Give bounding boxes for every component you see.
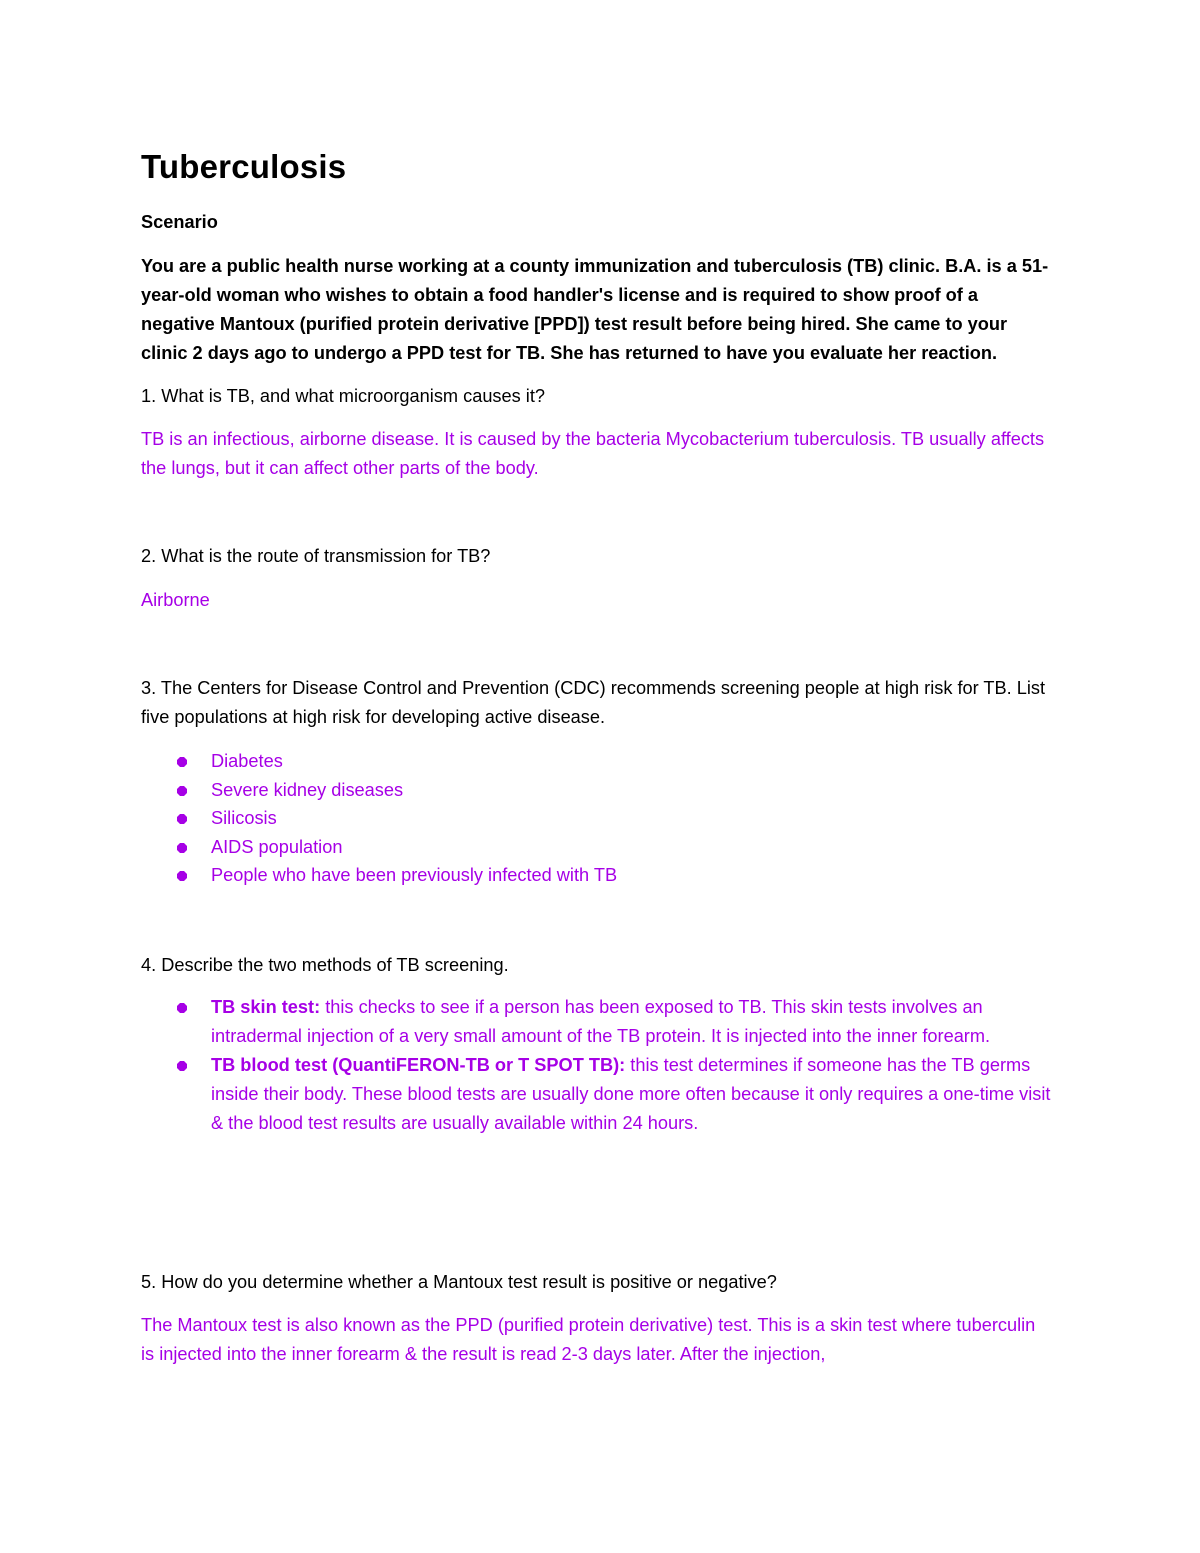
question-number: 2. — [141, 546, 157, 566]
question-5 — [141, 1268, 1061, 1297]
list-item-text: Diabetes — [211, 751, 283, 771]
octagon-bullet-icon — [177, 757, 187, 767]
question-text: Describe the two methods of TB screening. — [156, 955, 509, 975]
answer-5: The Mantoux test is also known as the PPD (purified protein derivative) test. This is a skin test where tuberculin is injected into the inner forearm & the result is read 2-3 days later. After the injection, — [141, 1315, 1036, 1364]
list-item-label: TB skin test: — [211, 997, 321, 1017]
list-item-text: this checks to see if a person has been exposed to TB. This skin tests involves an intradermal injection of a very small amount of the TB protein. It is injected into the inner forearm. — [211, 997, 991, 1046]
list-item — [141, 1051, 1056, 1138]
list-item-text: AIDS population — [211, 836, 343, 857]
question-text: What is TB, and what microorganism causes it? — [156, 386, 546, 406]
question-4 — [141, 951, 1061, 980]
list-item-text: this test determines if someone has the TB germs inside their body. These blood tests are usually done more often because it only requires a one-time visit & the blood test results are usually available within 24 hours. — [211, 1055, 1051, 1133]
question-2 — [141, 542, 1061, 571]
list-item — [141, 804, 1061, 833]
answer-1: TB is an infectious, airborne disease. It is caused by the bacteria Mycobacterium tuberculosis. TB usually affects the lungs, but it can affect other parts of the body. — [141, 429, 1045, 478]
answer-3-list — [141, 747, 1061, 890]
octagon-bullet-icon — [177, 814, 187, 824]
scenario-heading: Scenario — [141, 212, 218, 232]
list-item — [141, 861, 1061, 890]
question-number: 1. — [141, 386, 157, 406]
octagon-bullet-icon — [177, 843, 187, 853]
question-number: 3. — [141, 678, 157, 698]
list-item-text: People who have been previously infected with TB — [211, 865, 618, 885]
question-text: What is the route of transmission for TB? — [156, 546, 491, 566]
answer-4-list — [141, 993, 1056, 1138]
octagon-bullet-icon — [177, 1061, 187, 1071]
question-text: How do you determine whether a Mantoux test result is positive or negative? — [156, 1272, 777, 1292]
question-number: 5. — [141, 1272, 157, 1292]
list-item-label: TB blood test (QuantiFERON-TB or T SPOT TB): — [211, 1055, 626, 1075]
list-item — [141, 747, 1061, 776]
document-title: Tuberculosis — [141, 148, 347, 185]
octagon-bullet-icon — [177, 786, 187, 796]
question-3 — [141, 674, 1046, 732]
question-text: The Centers for Disease Control and Prevention (CDC) recommends screening people at high risk for TB. List five populations at high risk for developing active disease. — [141, 678, 1046, 727]
question-1 — [141, 382, 1061, 411]
scenario-text: You are a public health nurse working at a county immunization and tuberculosis (TB) clinic. B.A. is a 51-year-old woman who wishes to obtain a food handler's license and is required to show proof of a negative Mantoux (purified protein derivative [PPD]) test result before being hired. She came to your clinic 2 days ago to undergo a PPD test for TB. She has returned to have you evaluate her reaction. — [141, 256, 1049, 363]
octagon-bullet-icon — [177, 871, 187, 881]
answer-2: Airborne — [141, 590, 210, 610]
list-item-text: Silicosis — [211, 808, 277, 828]
question-number: 4. — [141, 955, 157, 975]
list-item-text: Severe kidney diseases — [211, 779, 404, 800]
list-item — [141, 776, 1061, 805]
list-item — [141, 833, 1061, 862]
octagon-bullet-icon — [177, 1003, 187, 1013]
list-item — [141, 993, 1056, 1051]
